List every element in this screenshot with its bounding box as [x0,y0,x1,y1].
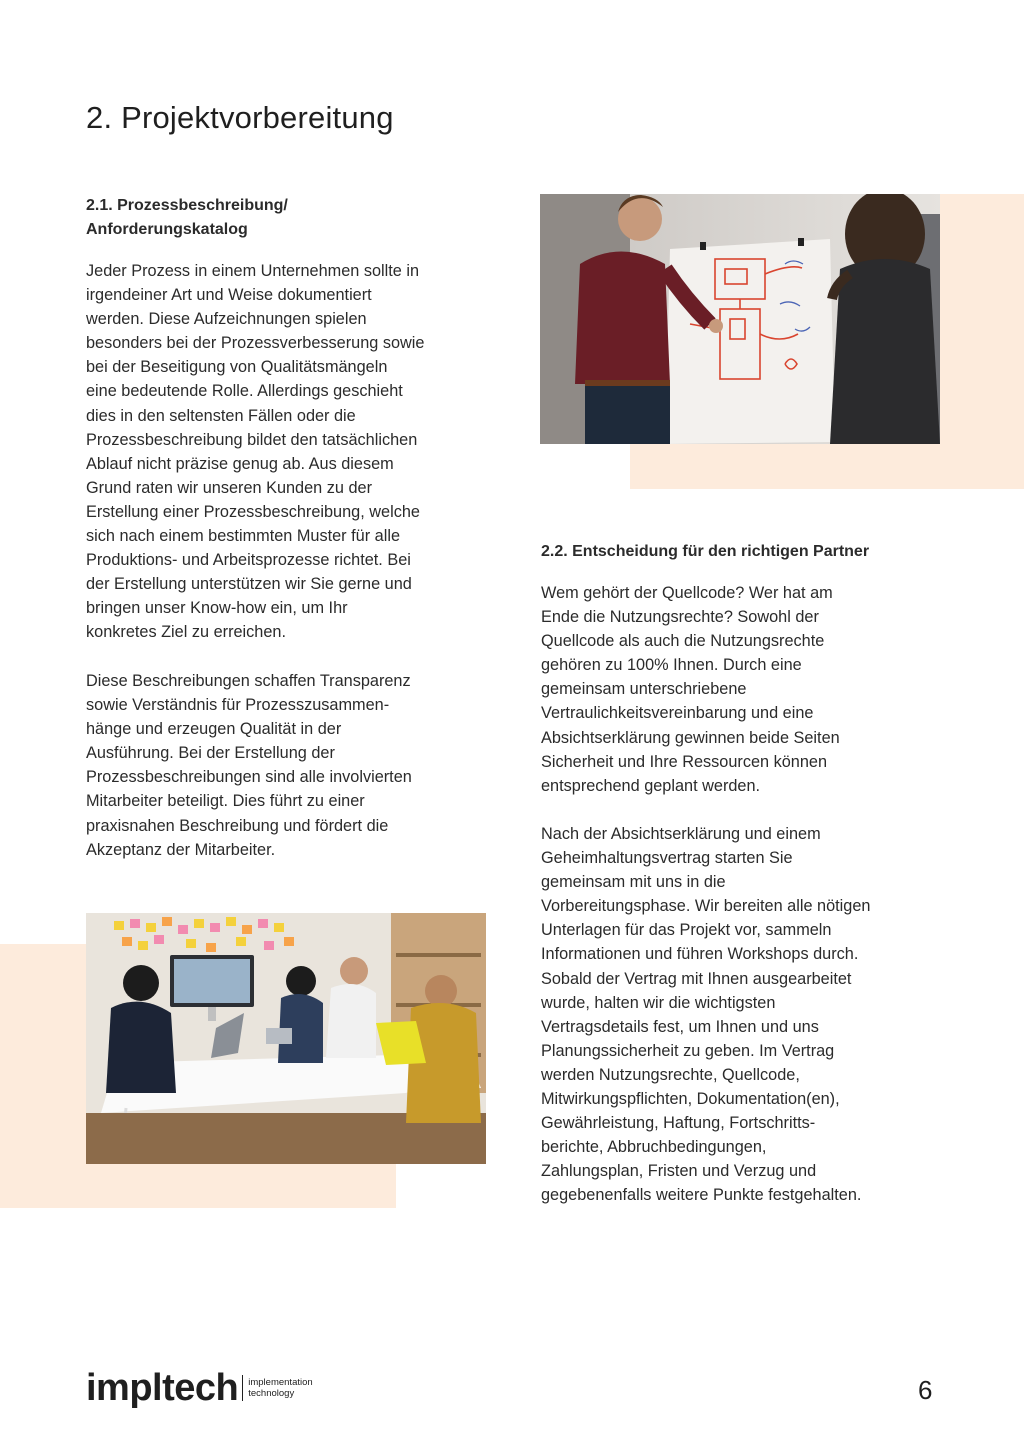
photo-whiteboard-session [540,194,940,444]
logo-tagline-line1: implementation [248,1377,313,1388]
section1-paragraph-2: Diese Beschreibungen schaffen Transparenz sowie Verständnis für Prozesszusammen- hänge und erzeugen Qualität in der Ausführung. Bei der Erstellung der Prozessbeschreibungen sind alle involvierten Mitarbeiter beteiligt. Dies führt zu einer praxisnahen Beschreibung und fördert die Akzeptanz der Mitarbeiter. [86,672,412,859]
logo-tagline [248,1377,312,1399]
section2-paragraph-2: Nach der Absichtserklärung und einem Geheimhaltungsvertrag starten Sie gemeinsam mit uns in die Vorbereitungsphase. Wir bereiten alle nötigen Unterlagen für das Projekt vor, sammeln Informationen und führen Workshops durch. Sobald der Vertrag mit Ihnen ausgearbeitet wurde, halten wir die wichtigsten Vertragsdetails fest, um Ihnen und uns Planungssicherheit zu geben. Im Vertrag werden Nutzungsrechte, Quellcode, Mitwirkungspflichten, Dokumentation(en), Gewährleistung, Haftung, Fortschritts- berichte, Abbruchbedingungen, Zahlungsplan, Fristen und Verzug und gegebenenfalls weitere Punkte festgehalten. [541,825,871,1205]
logo-tagline-line2: technology [248,1388,295,1399]
section2-paragraph-1: Wem gehört der Quellcode? Wer hat am Ende die Nutzungsrechte? Sowohl der Quellcode als auch die Nutzungsrechte gehören zu 100% Ihnen. Durch eine gemeinsam unterschriebene Vertraulichkeitsvereinbarung und eine Absichtserklärung gewinnen beide Seiten Sicherheit und Ihre Ressourcen können entsprechend geplant werden. [541,584,840,795]
section-heading-prozessbeschreibung: 2.1. Prozessbeschreibung/ Anforderungskatalog [86,197,288,238]
footer-logo [86,1368,313,1408]
page-number: 6 [918,1375,933,1405]
photo-team-meeting [86,913,486,1164]
logo-wordmark: impltech [86,1367,239,1409]
logo-divider [242,1375,243,1401]
section-heading-partner: 2.2. Entscheidung für den richtigen Partner [541,543,870,560]
page-title: 2. Projektvorbereitung [86,100,394,135]
section1-paragraph-1: Jeder Prozess in einem Unternehmen sollte in irgendeiner Art und Weise dokumentiert werden. Diese Aufzeichnungen spielen besonders bei der Prozessverbesserung sowie bei der Beseitigung von Qualitätsmängeln eine bedeutende Rolle. Allerdings geschieht dies in den seltensten Fällen oder die Prozessbeschreibung bildet den tatsächlichen Ablauf nicht präzise genug ab. Aus diesem Grund raten wir unseren Kunden zu der Erstellung einer Prozessbeschreibung, welche sich nach einem bestimmten Muster für alle Produktions- und Arbeitsprozesse richtet. Bei der Erstellung unterstützen wir Sie gerne und bringen unser Know-how ein, um Ihr konkretes Ziel zu erreichen. [86,262,425,642]
